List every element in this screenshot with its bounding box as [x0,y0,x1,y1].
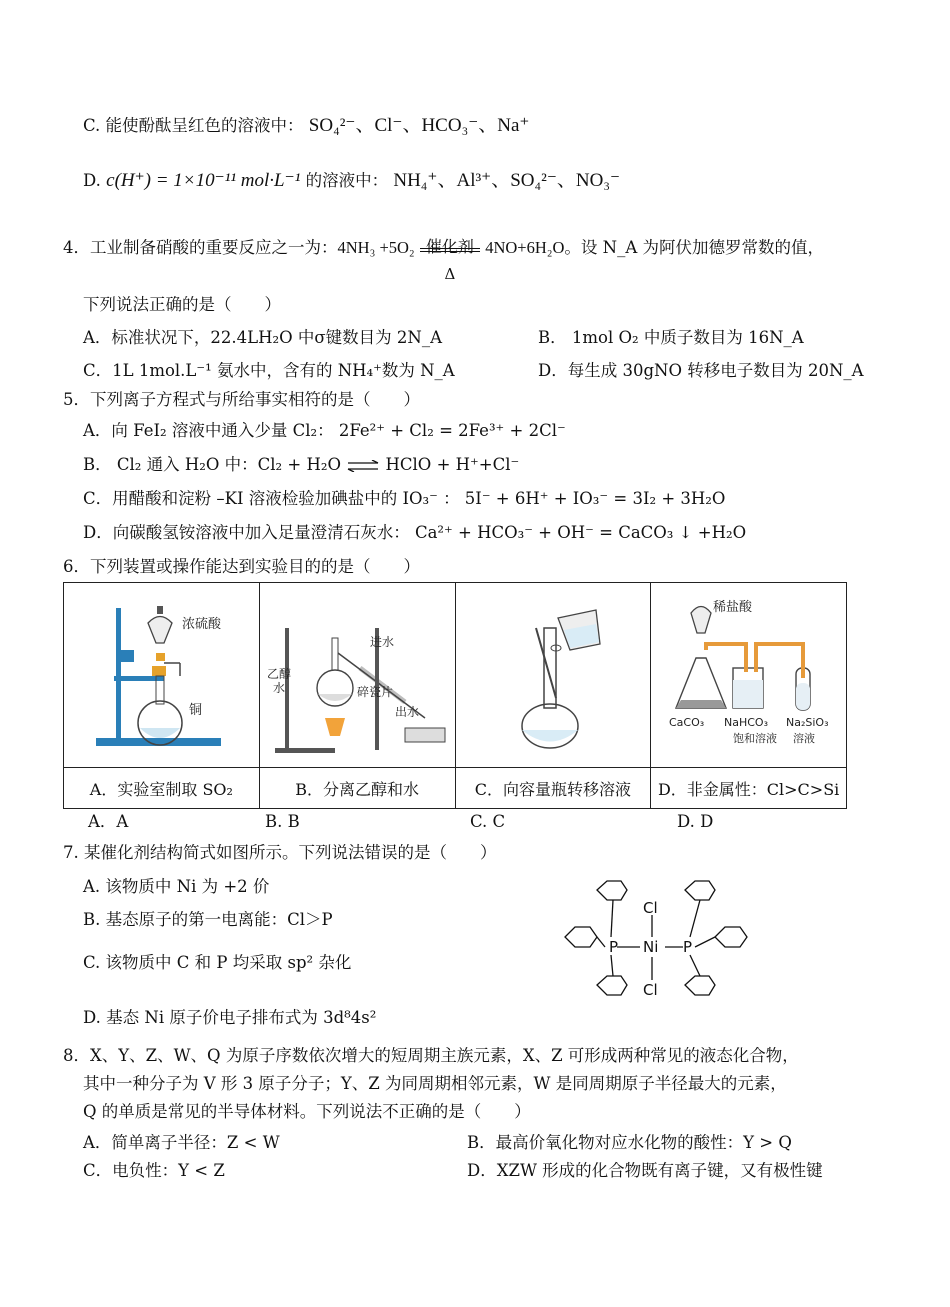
reactants: 4NH₃ +5O₂ [337,238,415,257]
q4-stem: 4．工业制备硝酸的重要反应之一为：4NH₃ +5O₂ 催化剂 Δ 4NO+6H₂O。设 N_A 为阿伏加德罗常数的值， [63,226,824,271]
acidity-apparatus-icon [651,588,861,758]
label-conc-sulfuric: 浓硫酸 [182,617,222,632]
chlorine-top: Cl [643,899,658,917]
ion-list: NH₄⁺、Al³⁺、SO₄²⁻、NO₃⁻ [393,170,620,191]
products: 4NO+6H₂O [485,238,565,257]
q6-option-d: D. D [677,812,714,831]
q5-option-a: A．向 FeI₂ 溶液中通入少量 Cl₂： 2Fe²⁺ + Cl₂ = 2Fe³⁺ + 2Cl⁻ [83,421,566,440]
q6-option-b: B. B [265,812,300,831]
apparatus-c [455,583,651,768]
experiment-table [63,582,847,809]
phosphorus-right: P [683,938,693,956]
q4-option-b: B． 1mol O₂ 中质子数目为 16N_A [538,328,804,347]
label-dilute-hcl: 稀盐酸 [713,600,753,615]
caption-b: B．分离乙醇和水 [259,768,455,809]
q5-option-b: B． Cl₂ 通入 H₂O 中：Cl₂ + H₂O HClO + H⁺+Cl⁻ [83,455,520,474]
so2-apparatus-icon [76,588,246,758]
q7-option-d: D. 基态 Ni 原子价电子排布式为 3d⁸4s² [83,1008,377,1027]
q4-stem-2: 下列说法正确的是（ ） [83,295,281,314]
label-water: 水 [272,681,285,695]
nickel-complex-structure [535,865,775,1030]
option-label: D. [83,171,101,190]
option-text: 的溶液中： [305,171,389,190]
q8-stem-1: 8．X、Y、Z、W、Q 为原子序数依次增大的短周期主族元素，X、Z 可形成两种常见的液态化合物， [63,1046,799,1065]
catalyst-label: 催化剂 [425,236,474,256]
q8-option-a: A．简单离子半径：Z < W [83,1133,280,1152]
q4-option-a: A．标准状况下，22.4LH₂O 中σ键数目为 2N_A [83,328,442,347]
q3-option-c [83,115,529,137]
distillation-apparatus-icon [265,588,450,758]
option-label: C. [83,116,101,135]
label-saturated: 饱和溶液 [733,732,778,745]
q8-option-c: C．电负性：Y < Z [83,1161,225,1180]
q3-option-d [83,170,620,192]
volumetric-flask-icon [478,588,628,758]
q4-option-d: D．每生成 30gNO 转移电子数目为 20N_A [538,361,864,380]
q5-option-d: D．向碳酸氢铵溶液中加入足量澄清石灰水： Ca²⁺ + HCO₃⁻ + OH⁻ = CaCO₃ ↓ +H₂O [83,523,747,542]
q8-option-d: D．XZW 形成的化合物既有离子键，又有极性键 [467,1161,823,1180]
label-solution: 溶液 [793,732,816,745]
q6-option-c: C. C [470,812,506,831]
q7-stem: 7. 某催化剂结构简式如图所示。下列说法错误的是（ ） [63,843,497,862]
q7-option-c: C. 该物质中 C 和 P 均采取 sp² 杂化 [83,953,352,972]
label-na2sio3: Na₂SiO₃ [786,716,829,729]
label-nahco3: NaHCO₃ [724,716,769,729]
caption-d: D．非金属性：Cl>C>Si [651,768,847,809]
q7-option-a: A. 该物质中 Ni 为 +2 价 [83,877,270,896]
heat-label: Δ [444,264,456,283]
label-caco3: CaCO₃ [669,716,705,729]
ion-list: SO₄²⁻、Cl⁻、HCO₃⁻、Na⁺ [308,115,530,136]
q5-stem: 5．下列离子方程式与所给事实相符的是（ ） [63,390,420,409]
q8-option-b: B．最高价氧化物对应水化物的酸性：Y > Q [467,1133,792,1152]
q6-option-a: A．A [88,812,129,831]
apparatus-b [259,583,455,768]
caption-a: A．实验室制取 SO₂ [64,768,260,809]
label-water-out: 出水 [394,705,419,719]
q6-stem: 6．下列装置或操作能达到实验目的的是（ ） [63,557,420,576]
apparatus-d [651,583,847,768]
label-ethanol: 乙醇 [266,667,291,681]
label-porcelain: 碎瓷片 [356,685,393,699]
reaction-arrow [420,227,480,283]
q4-option-c: C．1L 1mol.L⁻¹ 氨水中，含有的 NH₄⁺数为 N_A [83,361,455,380]
chlorine-bottom: Cl [643,981,658,999]
label-copper: 铜 [189,703,203,718]
apparatus-a [64,583,260,768]
option-text: 能使酚酞呈红色的溶液中： [105,116,304,135]
q8-stem-2: 其中一种分子为 V 形 3 原子分子；Y、Z 为同周期相邻元素，W 是同周期原子半径最大的元素， [83,1074,787,1093]
condition-formula: c(H⁺) = 1×10⁻¹¹ mol·L⁻¹ [106,170,301,191]
q8-stem-3: Q 的单质是常见的半导体材料。下列说法不正确的是（ ） [83,1102,531,1121]
label-water-in: 进水 [369,635,394,649]
nickel-center: Ni [643,938,659,956]
phosphorus-left: P [609,938,619,956]
q7-option-b: B. 基态原子的第一电离能：Cl＞P [83,910,333,929]
equilibrium-arrow-icon [346,460,380,472]
q5-option-c: C．用醋酸和淀粉 –KI 溶液检验加碘盐中的 IO₃⁻ ： 5I⁻ + 6H⁺ + IO₃⁻ = 3I₂ + 3H₂O [83,489,726,508]
caption-c: C．向容量瓶转移溶液 [455,768,651,809]
